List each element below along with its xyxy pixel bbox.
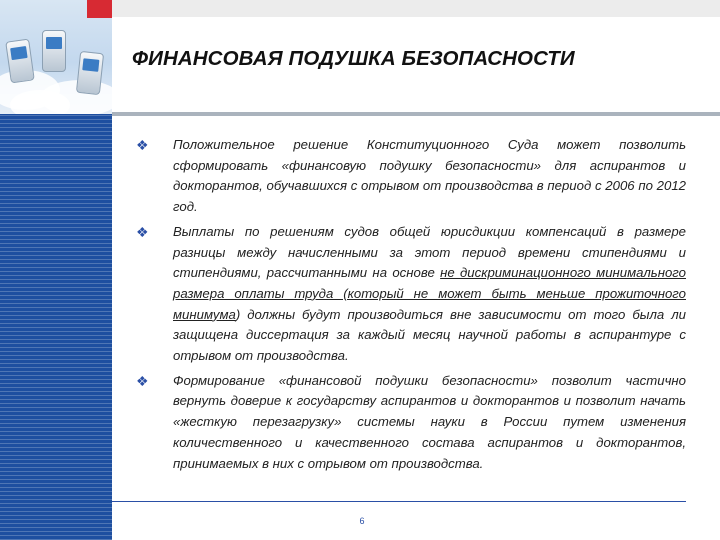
side-striped-panel [0, 114, 112, 540]
bullet-item [136, 135, 686, 218]
bullet-text-underlined: не дискриминационного минимального размера оплаты труда (который не может быть меньше прожиточного минимума [173, 265, 686, 322]
bullet-list [136, 135, 686, 478]
phone-graphic [76, 51, 104, 95]
bullet-text: Формирование «финансовой подушки безопасности» позволит частично вернуть доверие к государству аспирантов и докторантов и позволит начать «жесткую перезагрузку» системы науки в России путем изменения количественного и качественного состава аспирантов и докторантов, принимаемых в них с отрывом от производства. [173, 372, 686, 471]
bullet-text: Положительное решение Конституционного Суда может позволить сформировать «финансовую подушку безопасности» для аспирантов и докторантов, обучавшихся с отрывом от производства в период с 2006 по 2012 год. [173, 137, 686, 215]
accent-red-square [87, 0, 112, 18]
bullet-text-end: ) должны будут производиться вне зависимости от того была ли защищена диссертация за каждый месяц научной работы в аспирантуре с отрывом от производства. [173, 306, 686, 364]
footer-divider [112, 501, 686, 502]
diamond-bullet-icon: ❖ [136, 137, 149, 153]
diamond-bullet-icon: ❖ [136, 372, 149, 389]
phone-graphic [5, 39, 35, 84]
slide-content-panel [112, 17, 720, 540]
page-number: 6 [359, 516, 365, 526]
bullet-item [136, 222, 686, 367]
diamond-bullet-icon: ❖ [136, 223, 149, 240]
title-divider [112, 112, 720, 116]
phone-graphic [42, 30, 66, 72]
bullet-text-start: Выплаты по решениям судов общей юрисдикции компенсаций в размере разницы между начисленными за этот период времени стипендиями и стипендиями, рассчитанными на основе [173, 223, 686, 281]
bullet-item [136, 371, 686, 475]
slide-title: ФИНАНСОВАЯ ПОДУШКА БЕЗОПАСНОСТИ [132, 47, 575, 70]
